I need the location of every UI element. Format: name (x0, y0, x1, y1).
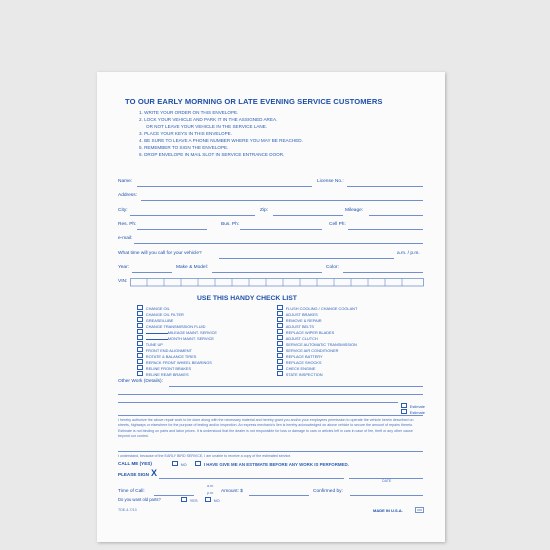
made-in-usa: MADE IN U.S.A. (373, 508, 403, 513)
old-parts-label: Do you want old parts? (118, 497, 161, 502)
early-bird-note: I understand, because of the EARLY BIRD SERVICE, I am unable to receive a copy of the estimated service. (118, 454, 292, 458)
checklist-title: USE THIS HANDY CHECK LIST (197, 295, 297, 302)
check-remove-repair[interactable]: REMOVE & REPAIR (277, 317, 322, 323)
city-field[interactable] (130, 215, 255, 216)
check-transmission-fluid[interactable]: CHANGE TRANSMISSION FLUID (137, 323, 205, 329)
checkbox[interactable] (137, 305, 143, 310)
checkbox[interactable] (137, 371, 143, 376)
estimate-option-a[interactable]: Estimate (401, 403, 425, 409)
amount-label: Amount: $ (221, 489, 243, 494)
time-of-call-label: Time of Call: (118, 489, 145, 494)
checkbox[interactable] (277, 317, 283, 322)
color-label: Color: (326, 265, 339, 270)
checkbox[interactable] (277, 305, 283, 310)
license-label: License No.: (317, 179, 344, 184)
vin-label: VIN: (118, 279, 128, 284)
checkbox[interactable] (277, 365, 283, 370)
other-work-label: Other Work (Details): (118, 379, 163, 384)
estimate-option-b[interactable]: Estimate (401, 409, 425, 415)
make-label: Make & Model: (176, 265, 208, 270)
am-caption: a.m. (207, 484, 214, 488)
checkbox[interactable] (137, 335, 143, 340)
checkbox[interactable] (277, 323, 283, 328)
checkbox[interactable] (277, 371, 283, 376)
checkbox[interactable] (277, 347, 283, 352)
license-field[interactable] (347, 186, 423, 187)
make-field[interactable] (212, 272, 322, 273)
old-parts-no[interactable]: NO (205, 497, 220, 503)
check-wiper-blades[interactable]: REPLACE WIPER BLADES (277, 329, 334, 335)
ampm-label: a.m. / p.m. (397, 251, 420, 256)
check-shocks[interactable]: REPLACE SHOCKS (277, 359, 321, 365)
checkbox[interactable] (137, 359, 143, 364)
address-label: Address: (118, 193, 137, 198)
email-field[interactable] (134, 243, 423, 244)
check-wheel-bearings[interactable]: REPACK FRONT WHEEL BEARINGS (137, 359, 212, 365)
pm-caption: p.m. (207, 491, 214, 495)
check-mileage-maint[interactable]: MILEAGE MAINT. SERVICE (137, 329, 217, 335)
mileage-field[interactable] (369, 215, 423, 216)
check-rotate-tires[interactable]: ROTATE & BALANCE TIRES (137, 353, 196, 359)
call-me-yes[interactable]: CALL ME (YES) (118, 461, 152, 466)
check-month-maint[interactable]: MONTH MAINT. SERVICE (137, 335, 214, 341)
check-front-brakes[interactable]: RELINE FRONT BRAKES (137, 365, 191, 371)
estimate-before-work[interactable]: I HAVE GIVE ME AN ESTIMATE BEFORE ANY WORK IS PERFORMED. (195, 461, 349, 467)
instruction-2: 2. LOCK YOUR VEHICLE AND PARK IT IN THE ASSIGNED AREA. (139, 117, 278, 122)
checkbox[interactable] (277, 335, 283, 340)
address-field[interactable] (141, 200, 423, 201)
authorization-text: I hereby authorize the above repair work to be done along with the necessary material and hereby grant you and/or your employees permission to operate the vehicle herein described on streets, highways or elsewhere for the purpose of testing and/or inspection. An express mechanic's lien is hereby acknowledged on above vehicle to secure the amount of repairs thereto. Estimate is not binding on parts and labor prices. It is understood that the dealer is not responsible for loss or damage to cars or articles left in cars in case of fire, theft or any other cause beyond our control. (118, 418, 414, 439)
checkbox[interactable] (181, 497, 187, 502)
amount-field[interactable] (249, 495, 309, 496)
instruction-1: 1. WRITE YOUR ORDER ON THIS ENVELOPE. (139, 110, 239, 115)
vin-boxes[interactable] (130, 278, 424, 287)
checkbox[interactable] (137, 311, 143, 316)
confirmed-label: Confirmed by: (313, 489, 343, 494)
other-work-line-3[interactable] (118, 402, 398, 403)
zip-label: Zip: (260, 208, 268, 213)
pickup-label: What time will you call for your vehicle? (118, 251, 202, 256)
instruction-6: 6. DROP ENVELOPE IN MAIL SLOT IN SERVICE ENTRANCE DOOR. (139, 152, 285, 157)
checkbox[interactable] (137, 341, 143, 346)
checkbox[interactable] (137, 347, 143, 352)
check-alignment[interactable]: FRONT END ALIGNMENT (137, 347, 192, 353)
res-phone-label: Res. Ph: (118, 222, 137, 227)
check-change-oil[interactable]: CHANGE OIL (137, 305, 170, 311)
mileage-label: Mileage: (345, 208, 364, 213)
service-envelope (97, 72, 445, 542)
check-tune-up[interactable]: TUNE UP (137, 341, 163, 347)
date-caption: DATE (382, 479, 392, 483)
checkbox[interactable] (137, 353, 143, 358)
instruction-5: 5. REMEMBER TO SIGN THE ENVELOPE. (139, 145, 229, 150)
time-of-call-field[interactable] (154, 495, 194, 496)
signature-x: X (151, 468, 158, 478)
check-adjust-belts[interactable]: ADJUST BELTS (277, 323, 314, 329)
please-sign-label: PLEASE SIGN (118, 472, 149, 477)
section-divider-2 (118, 451, 423, 452)
checkbox[interactable] (277, 359, 283, 364)
check-auto-transmission[interactable]: SERVICE AUTOMATIC TRANSMISSION (277, 341, 357, 347)
name-label: Name: (118, 179, 133, 184)
signature-line[interactable] (159, 478, 344, 479)
checkbox[interactable] (137, 329, 143, 334)
checkbox[interactable] (401, 403, 407, 408)
check-grease[interactable]: GREASE/LUBE (137, 317, 173, 323)
other-work-line-1[interactable] (169, 386, 423, 387)
checkbox[interactable] (172, 461, 178, 466)
pickup-field[interactable] (219, 258, 394, 259)
call-me-no[interactable]: NO (172, 461, 187, 467)
zip-field[interactable] (273, 215, 343, 216)
check-battery[interactable]: REPLACE BATTERY (277, 353, 323, 359)
city-label: City: (118, 208, 128, 213)
envelope-title: TO OUR EARLY MORNING OR LATE EVENING SERVICE CUSTOMERS (125, 97, 383, 106)
bus-phone-label: Bus. Ph: (221, 222, 240, 227)
checkbox[interactable] (277, 353, 283, 358)
check-adjust-clutch[interactable]: ADJUST CLUTCH (277, 335, 318, 341)
bus-phone-field[interactable] (240, 229, 322, 230)
color-field[interactable] (343, 272, 423, 273)
name-field[interactable] (137, 186, 312, 187)
checkbox[interactable] (277, 341, 283, 346)
cell-phone-label: Cell Ph: (329, 222, 346, 227)
check-rear-brakes[interactable]: RELINE REAR BRAKES (137, 371, 189, 377)
checkbox[interactable] (137, 365, 143, 370)
other-work-line-2[interactable] (118, 394, 423, 395)
cell-phone-field[interactable] (348, 229, 423, 230)
checkbox[interactable] (401, 409, 407, 414)
instruction-2b: OR NOT LEAVE YOUR VEHICLE IN THE SERVICE LANE. (146, 124, 268, 129)
check-state-inspection[interactable]: STATE INSPECTION (277, 371, 323, 377)
instruction-3: 3. PLACE YOUR KEYS IN THIS ENVELOPE. (139, 131, 233, 136)
email-label: e-mail: (118, 236, 133, 241)
check-flush-cooling[interactable]: FLUSH COOLING / CHANGE COOLANT (277, 305, 357, 311)
union-label-icon (415, 507, 424, 513)
checkbox[interactable] (195, 461, 201, 466)
checkbox[interactable] (137, 317, 143, 322)
checkbox[interactable] (277, 329, 283, 334)
year-field[interactable] (132, 272, 172, 273)
section-divider (118, 415, 423, 416)
checkbox[interactable] (205, 497, 211, 502)
confirmed-field[interactable] (350, 495, 423, 496)
form-code: TDE-4-7/13 (118, 508, 137, 512)
year-label: Year: (118, 265, 130, 270)
res-phone-field[interactable] (137, 229, 207, 230)
checkbox[interactable] (137, 323, 143, 328)
checkbox[interactable] (277, 311, 283, 316)
check-adjust-brakes[interactable]: ADJUST BRAKES (277, 311, 318, 317)
check-engine[interactable]: CHECK ENGINE (277, 365, 315, 371)
instruction-4: 4. BE SURE TO LEAVE A PHONE NUMBER WHERE YOU MAY BE REACHED. (139, 138, 303, 143)
check-air-conditioner[interactable]: SERVICE AIR CONDITIONER (277, 347, 338, 353)
check-oil-filter[interactable]: CHANGE OIL FILTER (137, 311, 184, 317)
old-parts-yes[interactable]: YES (181, 497, 198, 503)
